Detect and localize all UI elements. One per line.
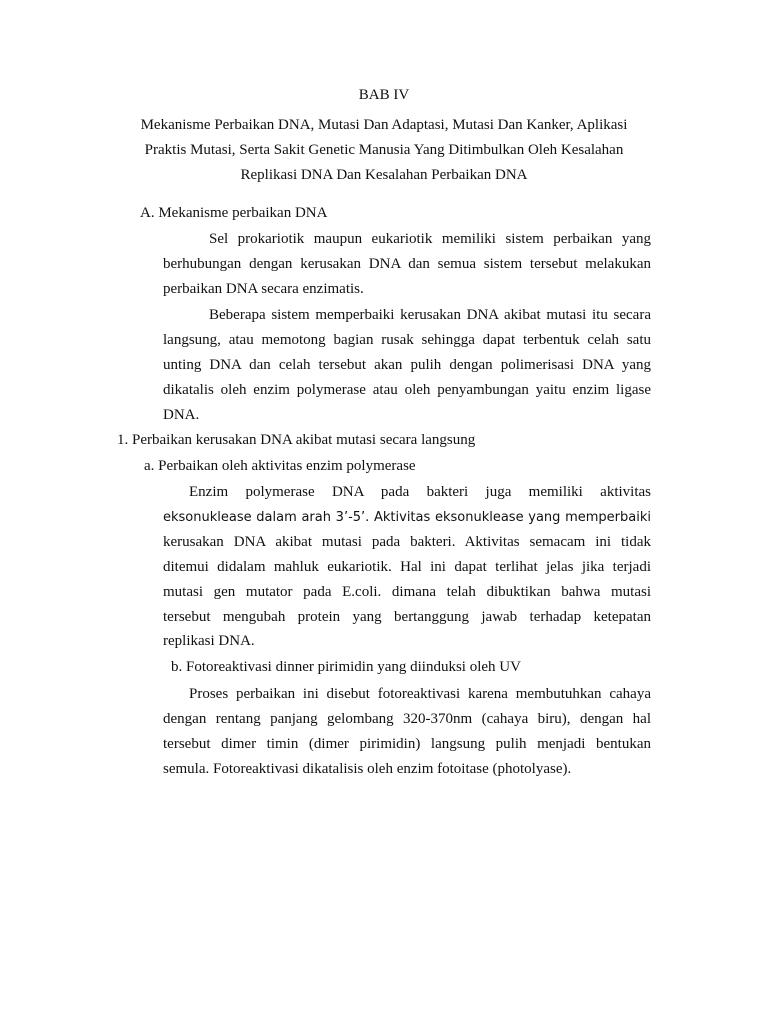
numbered-heading: 1. Perbaikan kerusakan DNA akibat mutasi secara langsung — [117, 432, 476, 448]
section-heading: A. Mekanisme perbaikan DNA — [140, 205, 328, 221]
paragraph-line: kerusakan DNA akibat mutasi pada bakteri. Aktivitas semacam ini tidak — [163, 534, 651, 550]
paragraph-line: eksonuklease dalam arah 3’-5’. Aktivitas eksonuklease yang memperbaiki — [163, 510, 651, 525]
paragraph-line: mutasi gen mutator pada E.coli. dimana telah dibuktikan bahwa mutasi — [163, 584, 651, 600]
paragraph-line: ditemui didalam mahluk eukariotik. Hal ini dapat terlihat jelas jika terjadi — [163, 559, 651, 575]
title-line: Replikasi DNA Dan Kesalahan Perbaikan DNA — [240, 167, 528, 183]
title-line: Praktis Mutasi, Serta Sakit Genetic Manusia Yang Ditimbulkan Oleh Kesalahan — [144, 142, 624, 158]
subsection-heading: b. Fotoreaktivasi dinner pirimidin yang diinduksi oleh UV — [171, 659, 521, 675]
paragraph-line: Sel prokariotik maupun eukariotik memiliki sistem perbaikan yang — [209, 231, 651, 247]
paragraph-line: langsung, atau memotong bagian rusak sehingga dapat terbentuk celah satu — [163, 332, 651, 348]
paragraph-line: semula. Fotoreaktivasi dikatalisis oleh enzim fotoitase (photolyase). — [163, 761, 572, 777]
paragraph-line: replikasi DNA. — [163, 633, 255, 649]
paragraph-line: Beberapa sistem memperbaiki kerusakan DNA akibat mutasi itu secara — [209, 307, 651, 323]
paragraph-line: tersebut mengubah protein yang bertanggung jawab terhadap ketepatan — [163, 609, 651, 625]
paragraph-line: Enzim polymerase DNA pada bakteri juga memiliki aktivitas — [189, 484, 651, 500]
paragraph-line: dikatalis oleh enzim polymerase atau oleh penyambungan yaitu enzim ligase — [163, 382, 651, 398]
chapter-heading: BAB IV — [358, 87, 410, 103]
paragraph-line: dengan rentang panjang gelombang 320-370nm (cahaya biru), dengan hal — [163, 711, 651, 727]
paragraph-line: berhubungan dengan kerusakan DNA dan semua sistem tersebut melakukan — [163, 256, 651, 272]
paragraph-line: tersebut dimer timin (dimer pirimidin) langsung pulih menjadi bentukan — [163, 736, 651, 752]
paragraph-line: unting DNA dan celah tersebut akan pulih dengan polimerisasi DNA yang — [163, 357, 651, 373]
subsection-heading: a. Perbaikan oleh aktivitas enzim polymerase — [144, 458, 416, 474]
paragraph-line: Proses perbaikan ini disebut fotoreaktivasi karena membutuhkan cahaya — [189, 686, 651, 702]
paragraph-line: DNA. — [163, 407, 200, 423]
title-line: Mekanisme Perbaikan DNA, Mutasi Dan Adaptasi, Mutasi Dan Kanker, Aplikasi — [140, 117, 628, 133]
paragraph-line: perbaikan DNA secara enzimatis. — [163, 281, 364, 297]
